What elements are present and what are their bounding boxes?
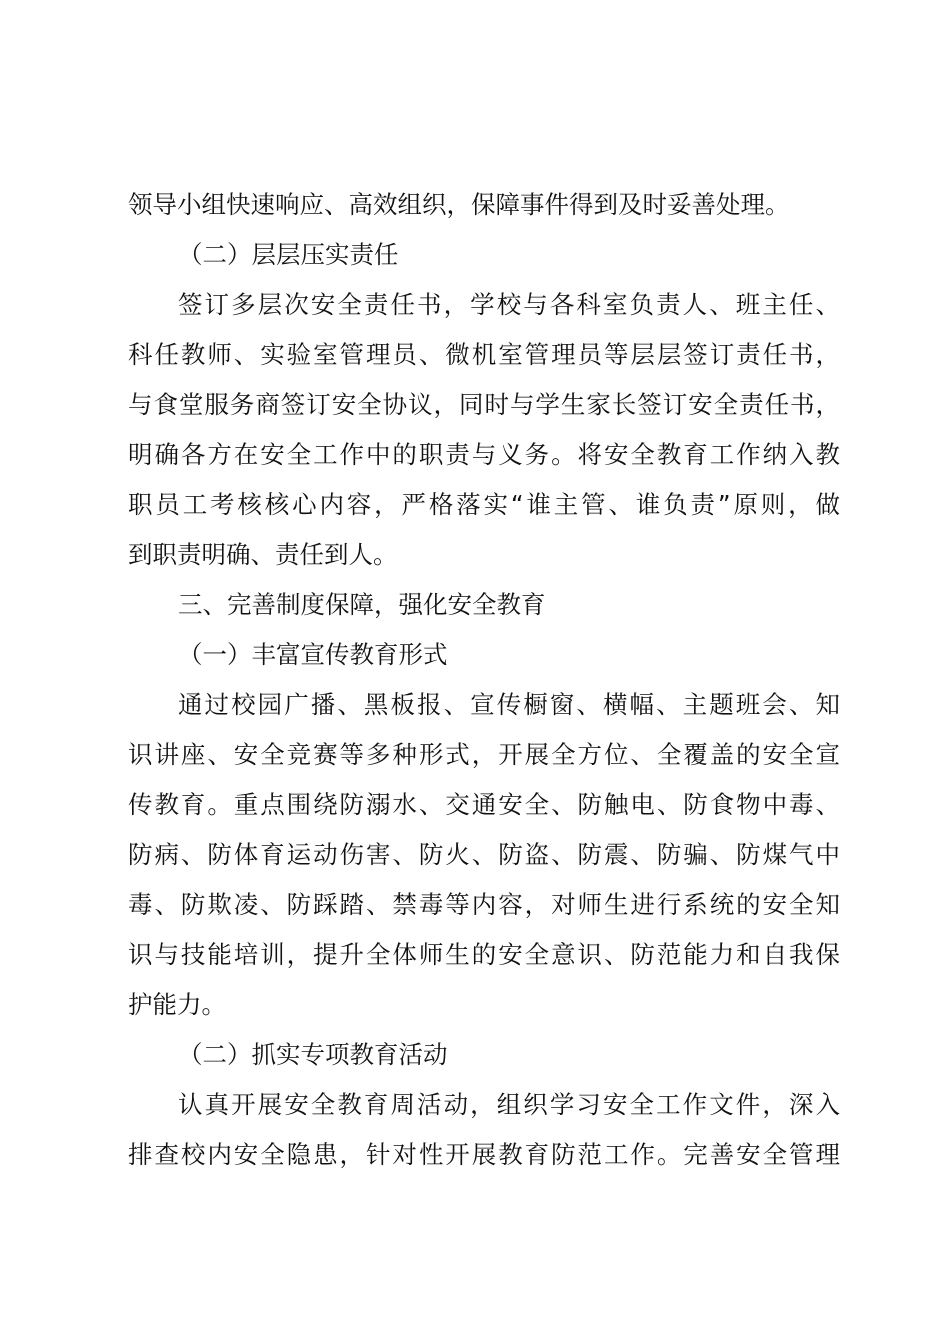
paragraph-line: 传教育。重点围绕防溺水、交通安全、防触电、防食物中毒、	[128, 790, 840, 819]
paragraph-line: 职员工考核核心内容，严格落实“谁主管、谁负责”原则，做	[128, 490, 840, 519]
section-heading: 三、完善制度保障，强化安全教育	[178, 590, 546, 619]
paragraph-line: 毒、防欺凌、防踩踏、禁毒等内容，对师生进行系统的安全知	[128, 890, 840, 919]
paragraph-line: 明确各方在安全工作中的职责与义务。将安全教育工作纳入教	[128, 440, 840, 469]
document-body	[128, 180, 840, 1180]
paragraph-line: 到职责明确、责任到人。	[128, 540, 398, 569]
paragraph-line: 识讲座、安全竞赛等多种形式，开展全方位、全覆盖的安全宣	[128, 740, 840, 769]
section-subheading: （一）丰富宣传教育形式	[178, 640, 448, 669]
paragraph-line: 认真开展安全教育周活动，组织学习安全工作文件，深入	[178, 1090, 840, 1119]
paragraph-line: 科任教师、实验室管理员、微机室管理员等层层签订责任书，	[128, 340, 840, 369]
section-subheading: （二）层层压实责任	[178, 240, 399, 269]
paragraph-line: 领导小组快速响应、高效组织，保障事件得到及时妥善处理。	[128, 190, 790, 219]
paragraph-line: 与食堂服务商签订安全协议，同时与学生家长签订安全责任书，	[128, 390, 840, 419]
paragraph-line: 护能力。	[128, 990, 226, 1019]
paragraph-line: 排查校内安全隐患，针对性开展教育防范工作。完善安全管理	[128, 1140, 840, 1169]
section-subheading: （二）抓实专项教育活动	[178, 1040, 448, 1069]
paragraph-line: 签订多层次安全责任书，学校与各科室负责人、班主任、	[178, 290, 840, 319]
paragraph-line: 防病、防体育运动伤害、防火、防盗、防震、防骗、防煤气中	[128, 840, 840, 869]
paragraph-line: 识与技能培训，提升全体师生的安全意识、防范能力和自我保	[128, 940, 840, 969]
paragraph-line: 通过校园广播、黑板报、宣传橱窗、横幅、主题班会、知	[178, 690, 840, 719]
